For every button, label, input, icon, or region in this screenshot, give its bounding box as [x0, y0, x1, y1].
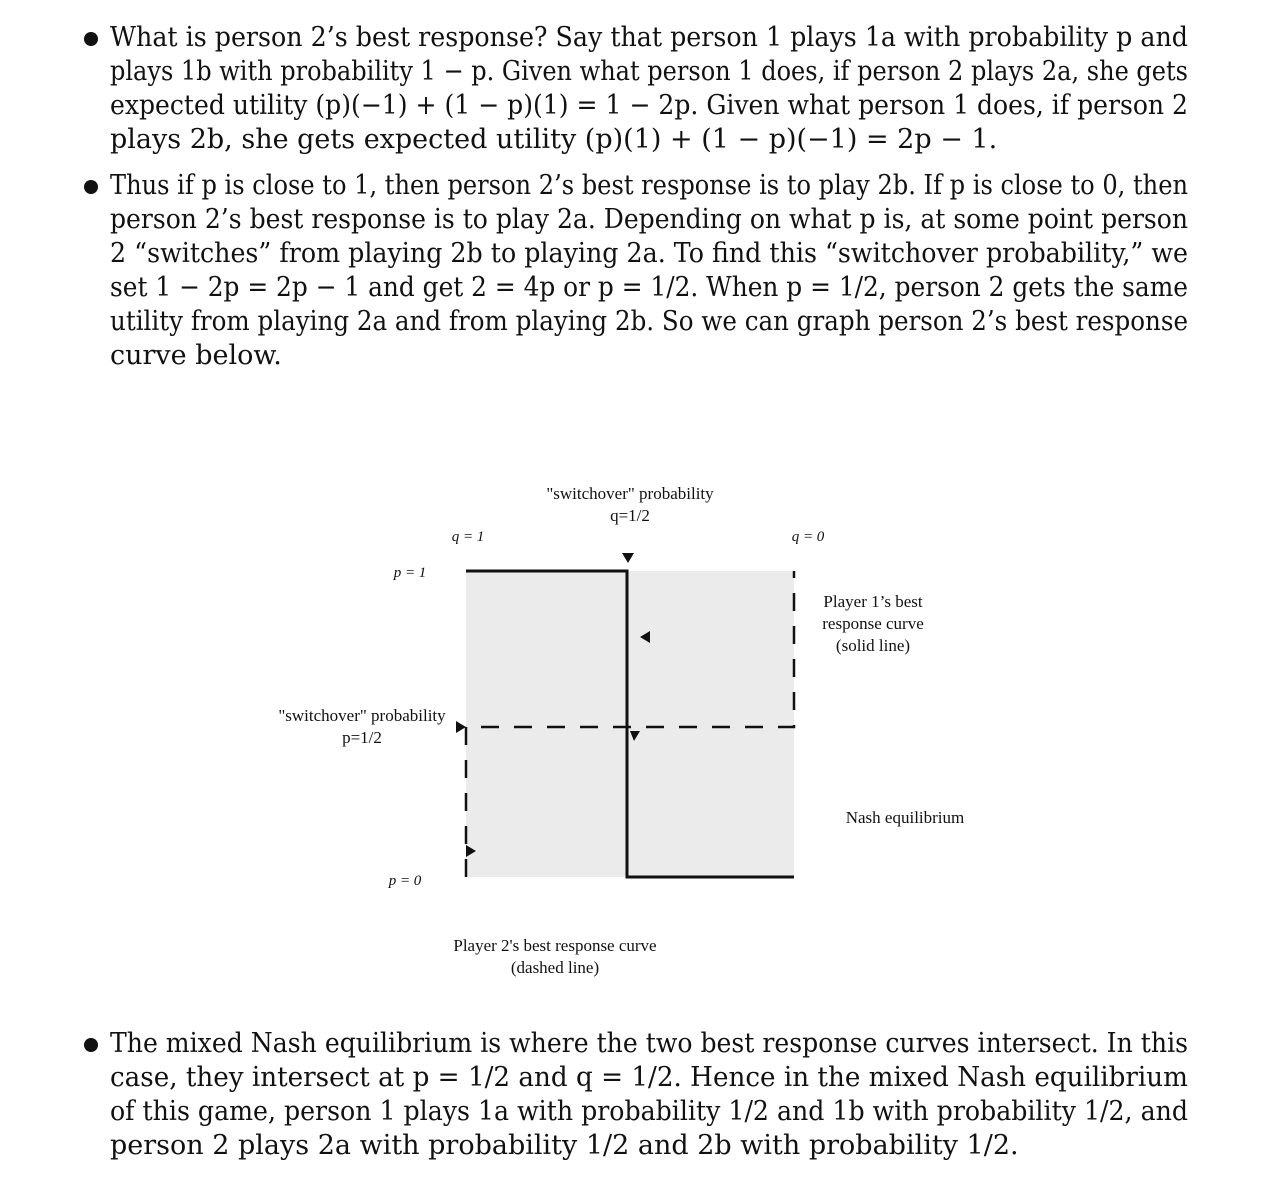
left-switchover-label: "switchover" probability [278, 706, 446, 725]
top-switchover-value: q=1/2 [610, 506, 650, 525]
player1-curve-label: response curve [822, 614, 924, 633]
paragraph-line: plays 2b, she gets expected utility (p)(1) + (1 − p)(−1) = 2p − 1. [110, 124, 998, 155]
player1-curve-label: Player 1’s best [823, 592, 923, 611]
paragraph-line: What is person 2’s best response? Say that person 1 plays 1a with probability p and [110, 22, 1188, 53]
p0-label: p = 0 [388, 873, 422, 889]
q0-label: q = 0 [791, 529, 825, 545]
paragraph-line: of this game, person 1 plays 1a with probability 1/2 and 1b with probability 1/2, and [110, 1096, 1188, 1127]
paragraph-3 [110, 1027, 1188, 1163]
bullet-point-3 [84, 1038, 98, 1052]
paragraph-line: Thus if p is close to 1, then person 2’s best response is to play 2b. If p is close to 0, then [110, 170, 1188, 201]
paragraph-line: person 2 plays 2a with probability 1/2 and 2b with probability 1/2. [110, 1130, 1019, 1161]
q1-label: q = 1 [451, 529, 485, 545]
p1-label: p = 1 [393, 565, 427, 581]
paragraph-line: plays 1b with probability 1 − p. Given what person 1 does, if person 2 plays 2a, she gets [110, 56, 1188, 87]
player1-curve-label: (solid line) [835, 636, 911, 655]
player2-curve-label: Player 2's best response curve [453, 936, 657, 955]
paragraph-line: case, they intersect at p = 1/2 and q = 1/2. Hence in the mixed Nash equilibrium [110, 1062, 1188, 1093]
nash-equilibrium-label: Nash equilibrium [845, 808, 965, 827]
paragraph-line: The mixed Nash equilibrium is where the two best response curves intersect. In this [110, 1028, 1188, 1059]
player2-curve-label: (dashed line) [510, 958, 600, 977]
strategy-square [466, 571, 794, 877]
arrow-head [456, 721, 466, 733]
paragraph-line: person 2’s best response is to play 2a. Depending on what p is, at some point person [110, 204, 1188, 235]
left-switchover-value: p=1/2 [342, 728, 382, 747]
top-switchover-label: "switchover" probability [546, 484, 714, 503]
paragraph-line: expected utility (p)(−1) + (1 − p)(1) = 1 − 2p. Given what person 1 does, if person 2 [110, 90, 1188, 121]
paragraph-line: set 1 − 2p = 2p − 1 and get 2 = 4p or p = 1/2. When p = 1/2, person 2 gets the same [110, 272, 1188, 303]
arrow-head [622, 553, 634, 563]
paragraph-line: curve below. [110, 340, 282, 371]
paragraph-line: utility from playing 2a and from playing 2b. So we can graph person 2’s best response [110, 306, 1188, 337]
paragraph-line: 2 “switches” from playing 2b to playing 2a. To find this “switchover probability,” we [110, 238, 1188, 269]
